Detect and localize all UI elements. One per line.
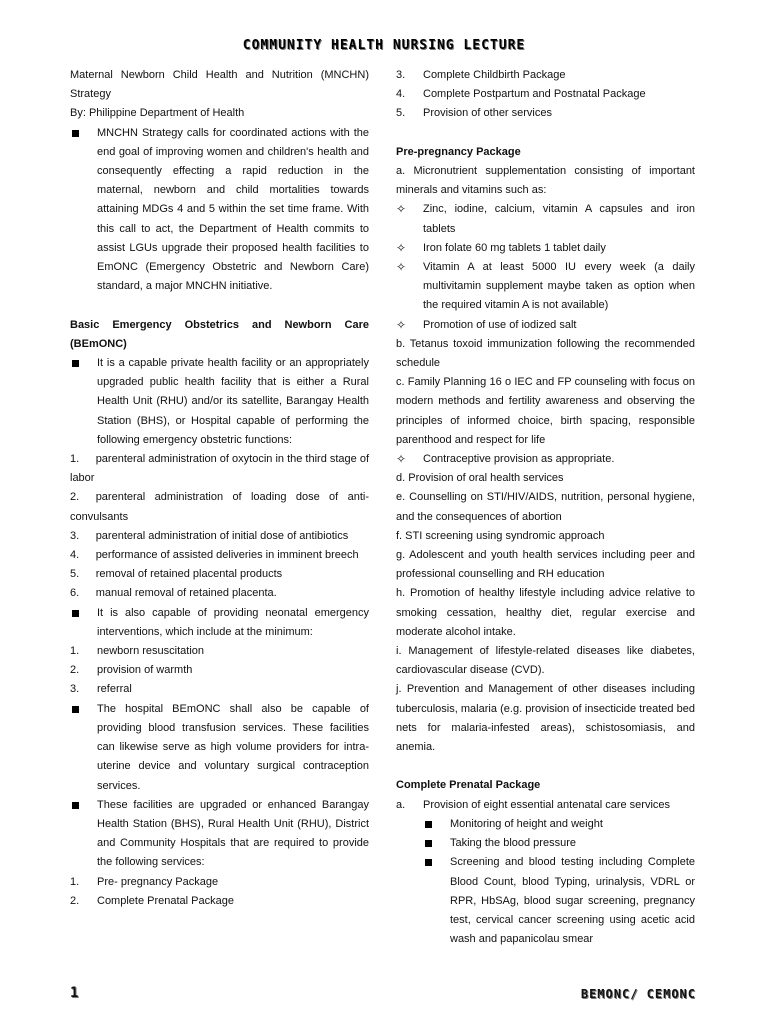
- numbered-item: 6. manual removal of retained placenta.: [70, 587, 277, 600]
- diamond-bullet-icon: ✧: [396, 452, 407, 467]
- numbered-item: 2. parenteral administration of loading dose of anti-convulsants: [70, 491, 369, 523]
- numbered-item: 1. parenteral administration of oxytocin in the third stage of labor: [70, 453, 370, 485]
- bullet-text: It is also capable of providing neonatal emergency interventions, which include at the minimum:: [97, 606, 369, 638]
- sub-bullet-item: Monitoring of height and weight: [423, 815, 695, 834]
- diamond-bullet-icon: ✧: [396, 240, 407, 255]
- lettered-item: f. STI screening using syndromic approach: [396, 529, 605, 542]
- diamond-bullet-icon: ✧: [396, 317, 407, 332]
- diamond-item: ✧ Vitamin A at least 5000 IU every week (a daily multivitamin supplement maybe taken as option when the required vitamin A is not available): [396, 260, 695, 312]
- numbered-item: 2. Complete Prenatal Package: [70, 894, 234, 907]
- numbered-item: 2. provision of warmth: [70, 664, 193, 677]
- square-bullet-icon: [425, 840, 432, 847]
- numbered-item: 3. Complete Childbirth Package: [396, 69, 566, 81]
- lettered-item: c. Family Planning 16 o IEC and FP counseling with focus on modern methods and fertility awareness and observing the principles of informed choice, birth spacing, responsible parenthood and respect for life: [396, 376, 695, 446]
- intro-title: Maternal Newborn Child Health and Nutrition (MNCHN) Strategy: [70, 69, 369, 101]
- lettered-item: a. Provision of eight essential antenatal care services: [396, 798, 671, 811]
- lettered-item: g. Adolescent and youth health services including peer and professional counselling and RH education: [396, 549, 695, 581]
- numbered-item: 1. Pre- pregnancy Package: [70, 875, 219, 888]
- bullet-item: [70, 354, 369, 450]
- page-number: 1: [70, 985, 79, 1001]
- bullet-item: [70, 604, 369, 642]
- diamond-item: ✧ Zinc, iodine, calcium, vitamin A capsules and iron tablets: [396, 202, 695, 235]
- sub-bullet-item: Screening and blood testing including Complete Blood Count, blood Typing, urinalysis, VDRL or RPR, HbSAg, blood sugar screening, pregnancy test, cervical cancer screening using acetic acid wash and papanicolau smear: [423, 853, 695, 949]
- lettered-item: d. Provision of oral health services: [396, 472, 564, 485]
- bullet-item: [70, 700, 369, 796]
- square-bullet-icon: [72, 130, 79, 137]
- lettered-item: b. Tetanus toxoid immunization following the recommended schedule: [396, 337, 695, 370]
- numbered-item: 5. removal of retained placental products: [70, 568, 283, 581]
- diamond-item: ✧ Promotion of use of iodized salt: [396, 316, 695, 335]
- bullet-text: MNCHN Strategy calls for coordinated actions with the end goal of improving women and children's health and consequently effecting a rapid reduction in the maternal, newborn and child mortalities towards attaining MDGs 4 and 5 within the set time frame. With this call to act, the Department of Health commits to assist LGUs upgrade their proposed health facilities to EmONC (Emergency Obstetric and Newborn Care) standard, a major MNCHN initiative.: [97, 126, 369, 293]
- lettered-item: a. Micronutrient supplementation consisting of important minerals and vitamins such as:: [396, 165, 695, 197]
- right-column: [396, 66, 695, 949]
- numbered-item: 3. referral: [70, 683, 132, 696]
- intro-author: By: Philippine Department of Health: [70, 107, 245, 120]
- diamond-bullet-icon: ✧: [396, 202, 407, 217]
- lettered-item: h. Promotion of healthy lifestyle including advice relative to smoking cessation, healthy diet, regular exercise and moderate alcohol intake.: [396, 587, 695, 638]
- diamond-bullet-icon: ✧: [396, 260, 407, 275]
- lettered-item: j. Prevention and Management of other diseases including tuberculosis, malaria (e.g. provision of insecticide treated bed nets for malaria-infested areas), schistosomiasis, and anemia.: [396, 683, 695, 754]
- left-column: [70, 66, 369, 911]
- diamond-item: ✧ Iron folate 60 mg tablets 1 tablet daily: [396, 239, 695, 258]
- square-bullet-icon: [72, 802, 79, 809]
- sub-bullet-item: Taking the blood pressure: [423, 834, 695, 853]
- square-bullet-icon: [72, 610, 79, 617]
- numbered-item: 4. performance of assisted deliveries in imminent breech: [70, 549, 359, 562]
- square-bullet-icon: [425, 821, 432, 828]
- numbered-item: 3. parenteral administration of initial dose of antibiotics: [70, 529, 349, 542]
- square-bullet-icon: [72, 706, 79, 713]
- lettered-item: i. Management of lifestyle-related diseases like diabetes, cardiovascular disease (CVD).: [396, 645, 695, 677]
- bullet-text: These facilities are upgraded or enhanced Barangay Health Station (BHS), Rural Health Unit (RHU), District and Community Hospitals that are required to provide the following services:: [97, 798, 369, 869]
- bullet-text: The hospital BEmONC shall also be capable of providing blood transfusion services. These facilities can likewise serve as high volume providers for intra-uterine device and voluntary surgical contraception services.: [97, 702, 369, 792]
- numbered-item: 1. newborn resuscitation: [70, 645, 205, 658]
- square-bullet-icon: [425, 859, 432, 866]
- footer-section-label: BEMONC/ CEMONC: [580, 987, 696, 1001]
- bullet-text: It is a capable private health facility or an appropriately upgraded public health facility that is either a Rural Health Unit (RHU) and/or its satellite, Barangay Health Station (BHS), or Hospital capable of performing the following emergency obstetric functions:: [97, 357, 369, 446]
- diamond-item: ✧ Contraceptive provision as appropriate.: [396, 450, 695, 469]
- bullet-item: [70, 124, 369, 297]
- numbered-item: 4. Complete Postpartum and Postnatal Package: [396, 88, 646, 101]
- section-heading-prepregnancy: Pre-pregnancy Package: [396, 145, 521, 158]
- page-header-title: COMMUNITY HEALTH NURSING LECTURE: [242, 38, 526, 53]
- bullet-item: [70, 796, 369, 873]
- lettered-item: e. Counselling on STI/HIV/AIDS, nutrition, personal hygiene, and the consequences of abortion: [396, 491, 695, 523]
- square-bullet-icon: [72, 360, 79, 367]
- section-heading-bemonc: Basic Emergency Obstetrics and Newborn Care (BEmONC): [70, 318, 369, 350]
- numbered-item: 5. Provision of other services: [396, 107, 552, 120]
- section-heading-prenatal: Complete Prenatal Package: [396, 779, 541, 792]
